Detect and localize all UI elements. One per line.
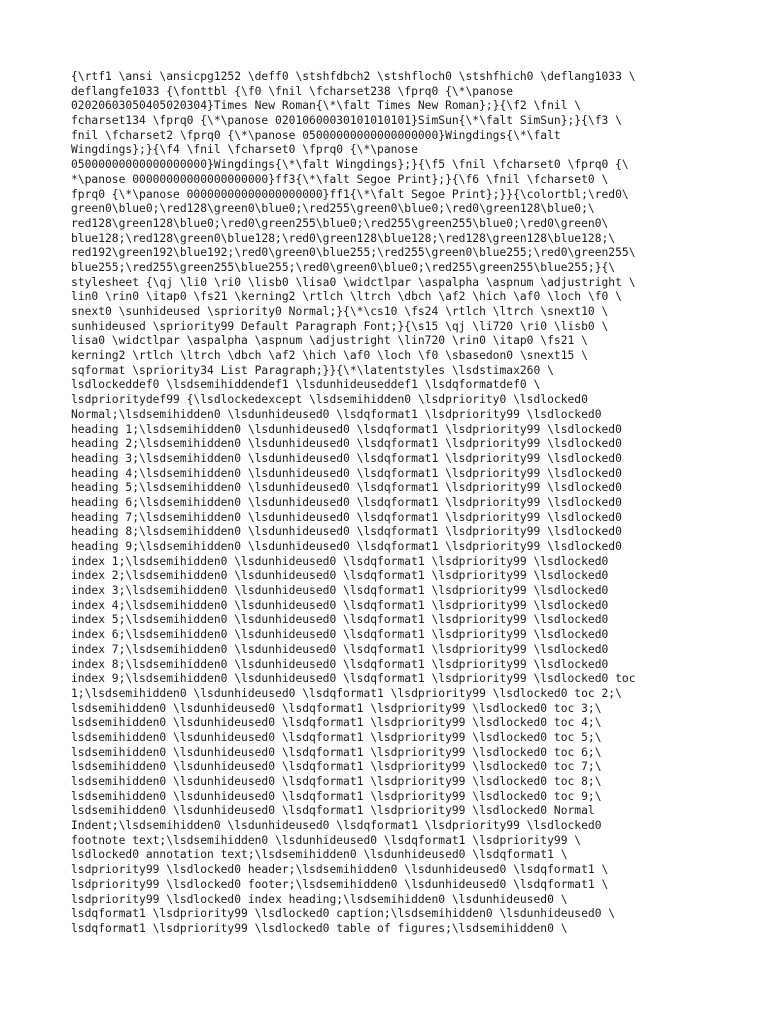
document-text-line: lsdprioritydef99 {\lsdlockedexcept \lsdsemihidden0 \lsdpriority0 \lsdlocked0 xyxy=(71,393,588,407)
document-text-line: stylesheet {\qj \li0 \ri0 \lisb0 \lisa0 \widctlpar \aspalpha \aspnum \adjustright \ xyxy=(71,275,636,289)
document-text-line: 05000000000000000000}Wingdings{\*\falt Wingdings};}{\f5 \fnil \fcharset0 \fprq0 {\ xyxy=(71,158,629,172)
document-text-line: blue128;\red128\green0\blue128;\red0\green128\blue128;\red128\green128\blue128;\ xyxy=(71,231,616,245)
document-text-line: index 1;\lsdsemihidden0 \lsdunhideused0 \lsdqformat1 \lsdpriority99 \lsdlocked0 xyxy=(71,554,609,568)
document-text-line: lsdsemihidden0 \lsdunhideused0 \lsdqformat1 \lsdpriority99 \lsdlocked0 toc 4;\ xyxy=(71,716,602,730)
document-text-line: index 5;\lsdsemihidden0 \lsdunhideused0 \lsdqformat1 \lsdpriority99 \lsdlocked0 xyxy=(71,613,609,627)
document-text-line: lsdlocked0 annotation text;\lsdsemihidden0 \lsdunhideused0 \lsdqformat1 \ xyxy=(71,848,568,862)
document-text-line: index 3;\lsdsemihidden0 \lsdunhideused0 \lsdqformat1 \lsdpriority99 \lsdlocked0 xyxy=(71,584,609,598)
document-text-line: index 6;\lsdsemihidden0 \lsdunhideused0 \lsdqformat1 \lsdpriority99 \lsdlocked0 xyxy=(71,628,609,642)
document-body xyxy=(71,70,711,937)
document-text-line: heading 5;\lsdsemihidden0 \lsdunhideused0 \lsdqformat1 \lsdpriority99 \lsdlocked0 xyxy=(71,481,622,495)
document-text-line: lsdpriority99 \lsdlocked0 header;\lsdsemihidden0 \lsdunhideused0 \lsdqformat1 \ xyxy=(71,863,609,877)
document-text-line: heading 2;\lsdsemihidden0 \lsdunhideused0 \lsdqformat1 \lsdpriority99 \lsdlocked0 xyxy=(71,437,622,451)
document-text-line: lsdsemihidden0 \lsdunhideused0 \lsdqformat1 \lsdpriority99 \lsdlocked0 toc 9;\ xyxy=(71,789,602,803)
document-text-line: Indent;\lsdsemihidden0 \lsdunhideused0 \lsdqformat1 \lsdpriority99 \lsdlocked0 xyxy=(71,819,602,833)
document-text-line: fprq0 {\*\panose 00000000000000000000}ff1{\*\falt Segoe Print};}}{\colortbl;\red0\ xyxy=(71,187,629,201)
document-text-line: lsdsemihidden0 \lsdunhideused0 \lsdqformat1 \lsdpriority99 \lsdlocked0 toc 3;\ xyxy=(71,701,602,715)
document-text-line: 02020603050405020304}Times New Roman{\*\falt Times New Roman};}{\f2 \fnil \ xyxy=(71,99,582,113)
document-text-line: heading 4;\lsdsemihidden0 \lsdunhideused0 \lsdqformat1 \lsdpriority99 \lsdlocked0 xyxy=(71,466,622,480)
document-text-line: index 4;\lsdsemihidden0 \lsdunhideused0 \lsdqformat1 \lsdpriority99 \lsdlocked0 xyxy=(71,598,609,612)
document-text-line: lin0 \rin0 \itap0 \fs21 \kerning2 \rtlch \ltrch \dbch \af2 \hich \af0 \loch \f0 \ xyxy=(71,290,622,304)
document-text-line: deflangfe1033 {\fonttbl {\f0 \fnil \fcharset238 \fprq0 {\*\panose xyxy=(71,84,514,98)
document-text-line: lsdqformat1 \lsdpriority99 \lsdlocked0 table of figures;\lsdsemihidden0 \ xyxy=(71,921,568,935)
document-text-line: 1;\lsdsemihidden0 \lsdunhideused0 \lsdqformat1 \lsdpriority99 \lsdlocked0 toc 2;\ xyxy=(71,686,622,700)
document-text-line: Normal;\lsdsemihidden0 \lsdunhideused0 \lsdqformat1 \lsdpriority99 \lsdlocked0 xyxy=(71,407,602,421)
document-text-line: fnil \fcharset2 \fprq0 {\*\panose 05000000000000000000}Wingdings{\*\falt xyxy=(71,128,561,142)
document-text-line: index 8;\lsdsemihidden0 \lsdunhideused0 \lsdqformat1 \lsdpriority99 \lsdlocked0 xyxy=(71,657,609,671)
document-text-line: heading 3;\lsdsemihidden0 \lsdunhideused0 \lsdqformat1 \lsdpriority99 \lsdlocked0 xyxy=(71,451,622,465)
document-text-line: lisa0 \widctlpar \aspalpha \aspnum \adjustright \lin720 \rin0 \itap0 \fs21 \ xyxy=(71,334,588,348)
document-text-line: red192\green192\blue192;\red0\green0\blue255;\red255\green0\blue255;\red0\green255\ xyxy=(71,246,636,260)
document-text-line: index 7;\lsdsemihidden0 \lsdunhideused0 \lsdqformat1 \lsdpriority99 \lsdlocked0 xyxy=(71,642,609,656)
document-text-line: sqformat \spriority34 List Paragraph;}}{\*\latentstyles \lsdstimax260 \ xyxy=(71,363,554,377)
document-text-line: lsdlockeddef0 \lsdsemihiddendef1 \lsdunhideuseddef1 \lsdqformatdef0 \ xyxy=(71,378,541,392)
document-text-line: lsdpriority99 \lsdlocked0 footer;\lsdsemihidden0 \lsdunhideused0 \lsdqformat1 \ xyxy=(71,877,609,891)
document-text-line: green0\blue0;\red128\green0\blue0;\red255\green0\blue0;\red0\green128\blue0;\ xyxy=(71,202,595,216)
document-text-line: fcharset134 \fprq0 {\*\panose 02010600030101010101}SimSun{\*\falt SimSun};}{\f3 \ xyxy=(71,114,622,128)
document-text-line: lsdsemihidden0 \lsdunhideused0 \lsdqformat1 \lsdpriority99 \lsdlocked0 toc 6;\ xyxy=(71,745,602,759)
document-text-line: kerning2 \rtlch \ltrch \dbch \af2 \hich \af0 \loch \f0 \sbasedon0 \snext15 \ xyxy=(71,349,588,363)
document-text-line: Wingdings};}{\f4 \fnil \fcharset0 \fprq0 {\*\panose xyxy=(71,143,418,157)
document-text-line: heading 6;\lsdsemihidden0 \lsdunhideused0 \lsdqformat1 \lsdpriority99 \lsdlocked0 xyxy=(71,495,622,509)
document-text-line: footnote text;\lsdsemihidden0 \lsdunhideused0 \lsdqformat1 \lsdpriority99 \ xyxy=(71,833,582,847)
document-text-line: index 2;\lsdsemihidden0 \lsdunhideused0 \lsdqformat1 \lsdpriority99 \lsdlocked0 xyxy=(71,569,609,583)
document-text-line: sunhideused \spriority99 Default Paragraph Font;}{\s15 \qj \li720 \ri0 \lisb0 \ xyxy=(71,319,609,333)
document-text-line: heading 8;\lsdsemihidden0 \lsdunhideused0 \lsdqformat1 \lsdpriority99 \lsdlocked0 xyxy=(71,525,622,539)
document-text-line: *\panose 00000000000000000000}ff3{\*\falt Segoe Print};}{\f6 \fnil \fcharset0 \ xyxy=(71,172,609,186)
document-text-line: heading 9;\lsdsemihidden0 \lsdunhideused0 \lsdqformat1 \lsdpriority99 \lsdlocked0 xyxy=(71,540,622,553)
document-text-line: lsdpriority99 \lsdlocked0 index heading;\lsdsemihidden0 \lsdunhideused0 \ xyxy=(71,892,568,906)
document-text-line: heading 7;\lsdsemihidden0 \lsdunhideused0 \lsdqformat1 \lsdpriority99 \lsdlocked0 xyxy=(71,510,622,524)
document-text-line: {\rtf1 \ansi \ansicpg1252 \deff0 \stshfdbch2 \stshfloch0 \stshfhich0 \deflang1033 \ xyxy=(71,70,636,83)
document-text-line: red128\green128\blue0;\red0\green255\blue0;\red255\green255\blue0;\red0\green0\ xyxy=(71,216,609,230)
document-text-line: lsdqformat1 \lsdpriority99 \lsdlocked0 caption;\lsdsemihidden0 \lsdunhideused0 \ xyxy=(71,907,616,921)
document-text-line: heading 1;\lsdsemihidden0 \lsdunhideused0 \lsdqformat1 \lsdpriority99 \lsdlocked0 xyxy=(71,422,622,436)
document-text-line: snext0 \sunhideused \spriority0 Normal;}{\*\cs10 \fs24 \rtlch \ltrch \snext10 \ xyxy=(71,305,609,318)
document-text-line: blue255;\red255\green255\blue255;\red0\green0\blue0;\red255\green255\blue255;}{\ xyxy=(71,260,616,274)
document-text-line: lsdsemihidden0 \lsdunhideused0 \lsdqformat1 \lsdpriority99 \lsdlocked0 toc 7;\ xyxy=(71,760,602,774)
document-text-line: lsdsemihidden0 \lsdunhideused0 \lsdqformat1 \lsdpriority99 \lsdlocked0 Normal xyxy=(71,804,595,818)
document-text-line: lsdsemihidden0 \lsdunhideused0 \lsdqformat1 \lsdpriority99 \lsdlocked0 toc 8;\ xyxy=(71,775,602,788)
document-text-line: index 9;\lsdsemihidden0 \lsdunhideused0 \lsdqformat1 \lsdpriority99 \lsdlocked0 toc xyxy=(71,672,636,686)
document-text-line: lsdsemihidden0 \lsdunhideused0 \lsdqformat1 \lsdpriority99 \lsdlocked0 toc 5;\ xyxy=(71,730,602,744)
